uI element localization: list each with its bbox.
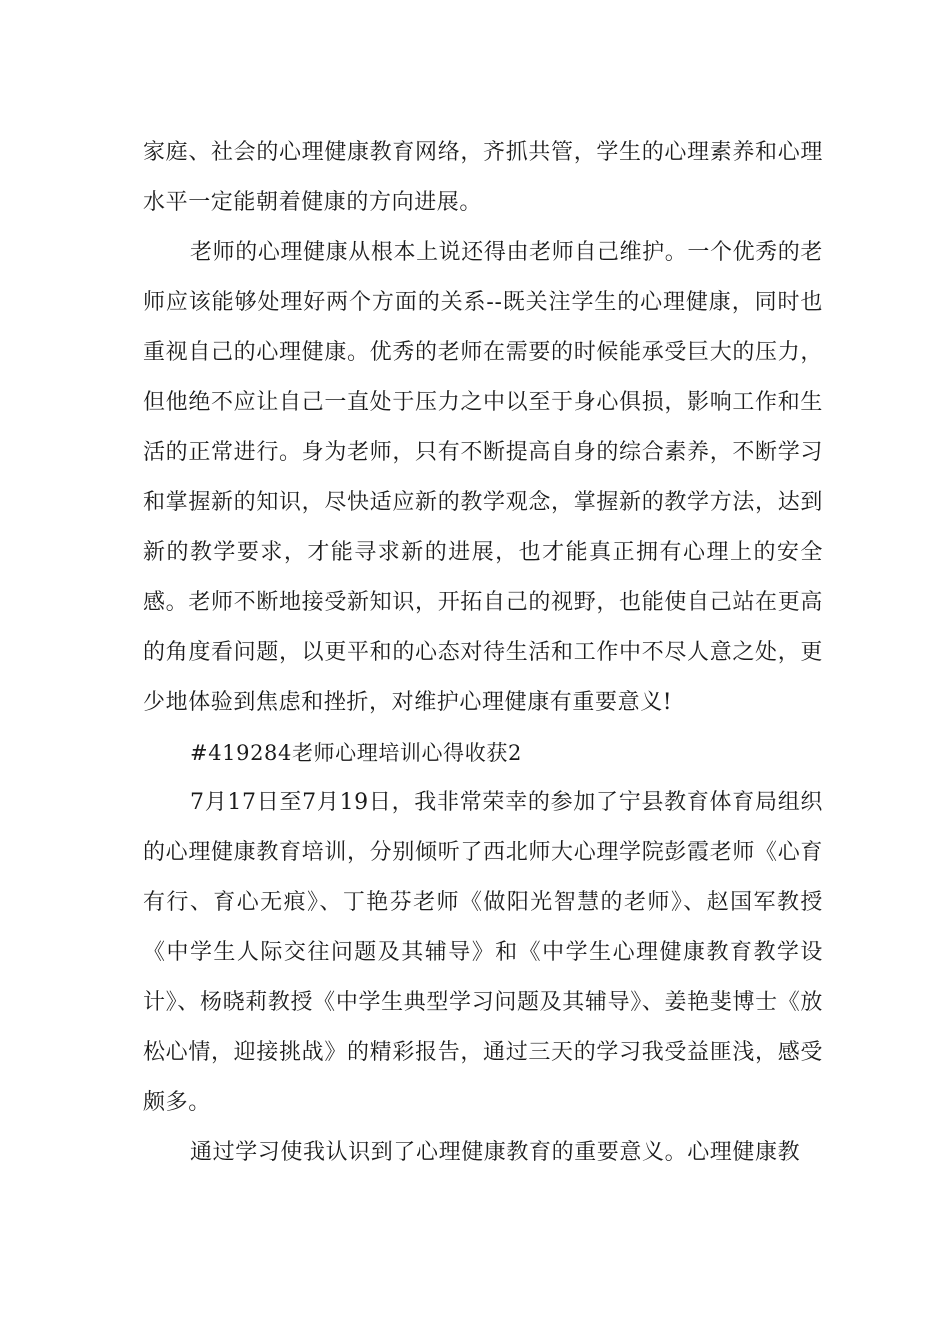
paragraph-training-attendance: 7月17日至7月19日，我非常荣幸的参加了宁县教育体育局组织的心理健康教育培训，分别倾听了西北师大心理学院彭霞老师《心育有行、育心无痕》、丁艳芬老师《做阳光智慧的老师》、赵国军教授《中学生人际交往问题及其辅导》和《中学生心理健康教育教学设计》、杨晓莉教授《中学生典型学习问题及其辅导》、姜艳斐博士《放松心情，迎接挑战》的精彩报告，通过三天的学习我受益匪浅，感受颇多。 [143, 790, 823, 1115]
document-body [143, 128, 823, 1178]
paragraph-learning-significance: 通过学习使我认识到了心理健康教育的重要意义。心理健康教 [190, 1140, 801, 1165]
section-heading: #419284老师心理培训心得收获2 [190, 741, 522, 765]
paragraph-continuation: 家庭、社会的心理健康教育网络，齐抓共管，学生的心理素养和心理水平一定能朝着健康的方向进展。 [143, 140, 823, 215]
paragraph-teacher-mental-health: 老师的心理健康从根本上说还得由老师自己维护。一个优秀的老师应该能够处理好两个方面的关系--既关注学生的心理健康，同时也重视自己的心理健康。优秀的老师在需要的时候能承受巨大的压力，但他绝不应让自己一直处于压力之中以至于身心俱损，影响工作和生活的正常进行。身为老师，只有不断提高自身的综合素养，不断学习和掌握新的知识，尽快适应新的教学观念，掌握新的教学方法，达到新的教学要求，才能寻求新的进展，也才能真正拥有心理上的安全感。老师不断地接受新知识，开拓自己的视野，也能使自己站在更高的角度看问题，以更平和的心态对待生活和工作中不尽人意之处，更少地体验到焦虑和挫折，对维护心理健康有重要意义! [143, 240, 823, 715]
